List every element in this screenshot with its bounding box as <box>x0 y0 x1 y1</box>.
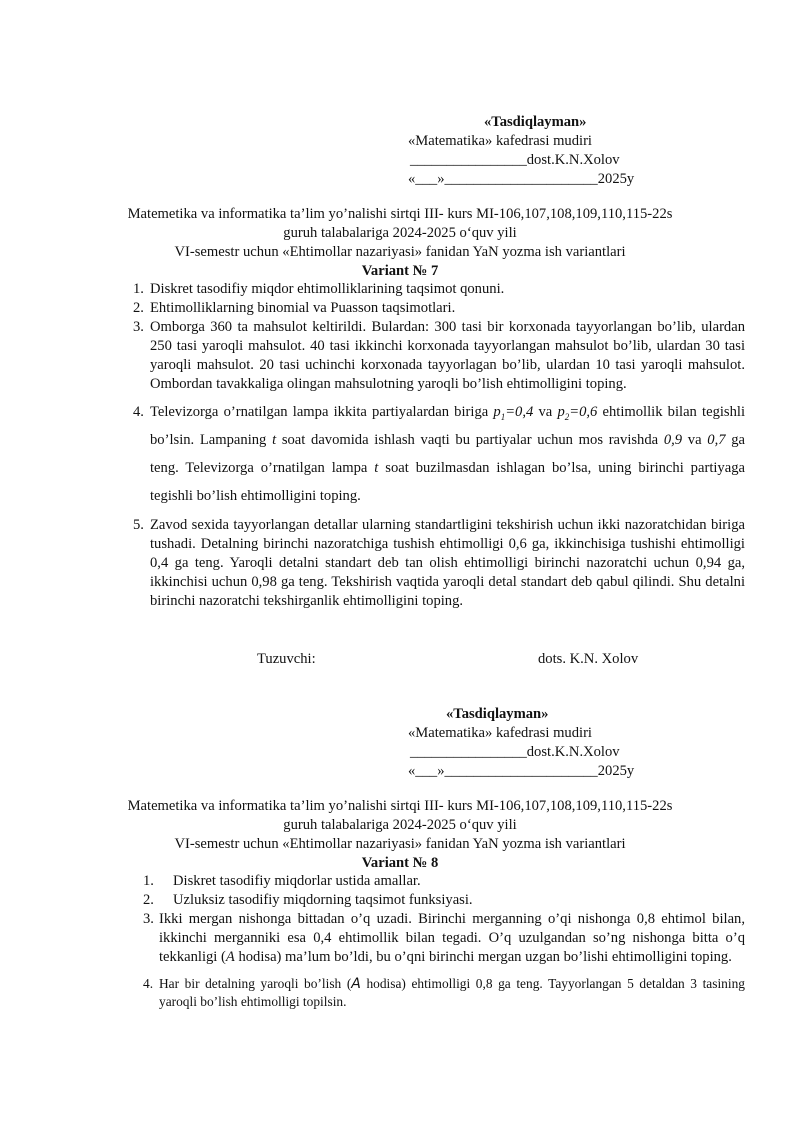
variable-t: t <box>272 432 277 448</box>
compiler-label: Tuzuvchi: <box>257 651 316 667</box>
event-a: A <box>351 976 361 992</box>
item-text: Diskret tasodifiy miqdor ehtimolliklarining taqsimot qonuni. <box>150 281 505 297</box>
approval-signature-line: ________________dost.K.N.Xolov <box>410 152 620 168</box>
text-run: soat buzilmasdan ishlagan bo’lsa, uning birinchi partiyaga tegishli bo’lish ehtimolligini toping. <box>150 460 745 504</box>
text-run: va <box>533 404 558 420</box>
text-run: ga teng. Televizorga o’rnatilgan lampa <box>150 432 746 476</box>
variant-title: Variant № 7 <box>361 263 439 279</box>
header-line-2: guruh talabalariga 2024-2025 oʻquv yili <box>283 225 517 241</box>
item-text: Diskret tasodifiy miqdorlar ustida amallar. <box>173 873 421 889</box>
formula-p2: p <box>557 404 565 420</box>
item-text <box>159 975 745 1011</box>
text-run: Ikki mergan nishonga bittadan o’q uzadi. Birinchi merganning o’qi nishonga 0,8 ehtimol bilan, ikkinchi merganniki esa 0,4 ehtimollik bilan tegadi. O’q uzulgandan so’ng nishonga bitta o’q tekkanligi ( <box>159 911 745 965</box>
list-item <box>133 516 745 611</box>
list-item <box>133 318 745 394</box>
text-run: Televizorga o’rnatilgan lampa ikkita partiyalardan biriga <box>150 404 494 420</box>
item-text: Ehtimolliklarning binomial va Puasson taqsimotlari. <box>150 300 456 316</box>
text-run: ehtimollik bilan tegishli bo’lsin. Lampaning <box>150 404 746 448</box>
item-number: 4. <box>143 976 154 991</box>
document-header-7 <box>0 205 800 281</box>
item-text <box>150 398 745 510</box>
text-run: soat davomida ishlash vaqti bu partiyalar uchun mos ravishda <box>276 432 664 448</box>
value-italic: 0,9 <box>663 432 683 448</box>
list-item <box>133 299 745 318</box>
list-item <box>133 280 745 299</box>
list-item <box>133 910 745 967</box>
list-item <box>133 975 745 1011</box>
header-line-2: guruh talabalariga 2024-2025 oʻquv yili <box>283 817 517 833</box>
header-line-3: VI-semestr uchun «Ehtimollar nazariyasi» fanidan YaN yozma ish variantlari <box>174 244 626 260</box>
item-number: 3. <box>143 911 154 927</box>
task-list-8 <box>133 872 745 1011</box>
approval-signature-line: ________________dost.K.N.Xolov <box>410 744 620 760</box>
header-line-3: VI-semestr uchun «Ehtimollar nazariyasi» fanidan YaN yozma ish variantlari <box>174 836 626 852</box>
approval-block-7 <box>408 113 708 189</box>
approval-date-line: «___»_____________________2025y <box>408 763 635 779</box>
value-italic: 0,7 <box>707 432 726 448</box>
approval-title: «Tasdiqlayman» <box>446 706 549 722</box>
formula-sub: 2 <box>564 411 570 422</box>
list-item <box>133 891 745 910</box>
item-number: 4. <box>133 404 144 420</box>
document-header-8 <box>0 797 800 873</box>
text-run: hodisa) ehtimolligi 0,8 ga teng. Tayyorlangan 5 detaldan 3 tasining yaroqli bo’lish ehtimolligi topilsin. <box>159 976 745 1009</box>
header-line-1: Matemetika va informatika ta’lim yo’nalishi sirtqi III- kurs MI-106,107,108,109,110,115-22s <box>127 206 673 222</box>
approval-block-8 <box>408 705 708 781</box>
approval-title: «Tasdiqlayman» <box>484 114 587 130</box>
item-number: 1. <box>143 873 154 889</box>
formula-p1: p <box>493 404 501 420</box>
text-run: va <box>682 432 708 448</box>
item-number: 5. <box>133 517 144 533</box>
task-list-7 <box>133 280 745 611</box>
event-a: A <box>225 949 235 965</box>
item-text <box>159 910 745 967</box>
variant-title: Variant № 8 <box>361 855 439 871</box>
approval-date-line: «___»_____________________2025y <box>408 171 635 187</box>
item-number: 3. <box>133 319 144 335</box>
item-text: Omborga 360 ta mahsulot keltirildi. Bulardan: 300 tasi bir korxonada tayyorlangan bo’lib, ulardan 250 tasi yaroqli mahsulot. 40 tasi ikkinchi korxonada tayyorlangan mahsulot bo’lib, ulardan 30 tasi yaroqli mahsulot. 20 tasi uchinchi korxonada tayyorlagan bo’lib, ulardan 10 tasi yaroqli mahsulot. Ombordan tavakkaliga olingan mahsulotning yaroqli bo’lish ehtimolligini toping. <box>150 319 745 392</box>
compiler-name: dots. K.N. Xolov <box>538 651 639 667</box>
text-run: Har bir detalning yaroqli bo’lish ( <box>159 976 352 991</box>
list-item <box>133 872 745 891</box>
item-number: 2. <box>133 300 144 316</box>
text-run: hodisa) ma’lum bo’ldi, bu o’qni birinchi mergan uzgan bo’lishi ehtimolligini toping. <box>234 949 732 965</box>
approval-department: «Matematika» kafedrasi mudiri <box>408 133 592 149</box>
formula-sub: 1 <box>500 411 506 422</box>
item-number: 1. <box>133 281 144 297</box>
header-line-1: Matemetika va informatika ta’lim yo’nalishi sirtqi III- kurs MI-106,107,108,109,110,115-22s <box>127 798 673 814</box>
item-text: Zavod sexida tayyorlangan detallar ularning standartligini tekshirish uchun ikki nazoratchidan biriga tushadi. Detalning birinchi nazoratchiga tushish ehtimolligi 0,6 ga, ikkinchisiga tushishi ehtimolligi 0,4 ga teng. Yaroqli detalni standart deb tan olish ehtimolligi birinchi nazoratchi uchun 0,94 ga, ikkinchisi uchun 0,98 ga teng. Tekshirish vaqtida yaroqli detal standart deb qabul qilindi. Shu detalni birinchi nazoratchi tekshirganlik ehtimolligini toping. <box>150 517 745 609</box>
variable-t: t <box>374 460 379 476</box>
item-number: 2. <box>143 892 154 908</box>
formula-value: =0,6 <box>569 404 598 420</box>
approval-department: «Matematika» kafedrasi mudiri <box>408 725 592 741</box>
list-item <box>133 398 745 510</box>
formula-value: =0,4 <box>505 404 534 420</box>
item-text: Uzluksiz tasodifiy miqdorning taqsimot funksiyasi. <box>173 892 473 908</box>
